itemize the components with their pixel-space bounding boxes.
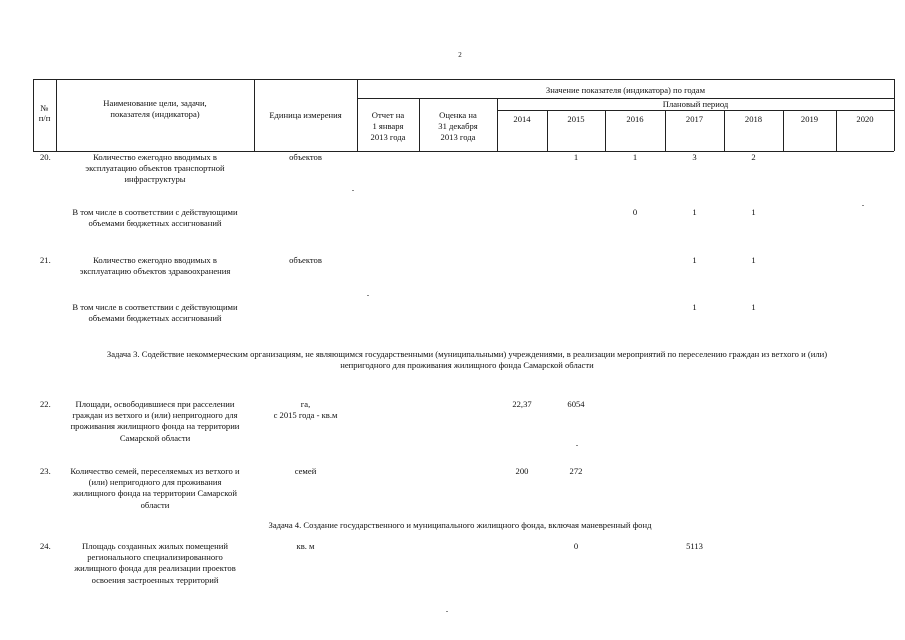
value-2015: 1: [573, 152, 579, 162]
scan-speck: [576, 445, 578, 446]
row-number: 20.: [40, 152, 51, 162]
row-name: Количество ежегодно вводимых в эксплуатацию объектов транспортной инфраструктуры: [85, 152, 225, 185]
value-2014: 22,37: [512, 399, 532, 409]
header-values-group: Значение показателя (индикатора) по годам: [545, 85, 706, 95]
value-2017: 3: [692, 152, 697, 162]
value-2015: 272: [569, 466, 583, 476]
year-2014: 2014: [513, 114, 531, 124]
header-name: Наименование цели, задачи, показателя (индикатора): [103, 98, 207, 119]
header-unit: Единица измерения: [269, 110, 342, 120]
scan-speck: [862, 205, 864, 206]
task-4-heading: Задача 4. Создание государственного и муниципального жилищного фонда, включая маневренный фонд: [268, 520, 652, 530]
scan-speck: [352, 190, 354, 191]
value-2017: 1: [692, 302, 697, 312]
row-unit: объектов: [289, 152, 322, 162]
year-2015: 2015: [567, 114, 585, 124]
value-2018: 1: [751, 302, 756, 312]
row-name: Количество ежегодно вводимых в эксплуатацию объектов здравоохранения: [79, 255, 231, 277]
value-2014: 200: [515, 466, 529, 476]
value-2018: 1: [751, 255, 756, 265]
year-2018: 2018: [744, 114, 763, 124]
row-unit: га, с 2015 года - кв.м: [273, 399, 338, 421]
row-unit: семей: [294, 466, 317, 476]
year-2016: 2016: [626, 114, 644, 124]
row-number: 23.: [40, 466, 51, 476]
row-unit: объектов: [289, 255, 322, 265]
scan-speck: [367, 295, 369, 296]
row-name: В том числе в соответствии с действующими объемами бюджетных ассигнований: [72, 302, 238, 324]
page-number: 2: [458, 51, 462, 59]
row-unit: кв. м: [296, 541, 315, 551]
value-2017: 1: [692, 207, 697, 217]
scan-speck: [446, 611, 448, 612]
value-2015: 0: [573, 541, 579, 551]
value-2016: 0: [632, 207, 638, 217]
value-2017: 1: [692, 255, 697, 265]
value-2018: 2: [751, 152, 756, 162]
task-3-heading: Задача 3. Содействие некоммерческим организациям, не являющимся государственными (муниципальными) учреждениями, в реализации мероприятий по переселению граждан из ветхого и (или) непригодного для проживания жилищного фонда Самарской области: [106, 349, 828, 371]
year-2020: 2020: [856, 114, 874, 124]
value-2015: 6054: [567, 399, 585, 409]
row-name: Количество семей, переселяемых из ветхого и (или) непригодного для проживания жилищного фонда на территории Самарской области: [70, 466, 240, 510]
value-2018: 1: [751, 207, 756, 217]
value-2017: 5113: [686, 541, 703, 551]
row-number: 24.: [40, 541, 51, 551]
header-plan-group: Плановый период: [662, 99, 729, 109]
row-name: Площадь созданных жилых помещений регионального специализированного жилищного фонда для реализации проектов освоения застроенных территорий: [74, 541, 236, 585]
year-2017: 2017: [685, 114, 704, 124]
row-number: 21.: [40, 255, 51, 265]
header-num: № п/п: [38, 103, 51, 123]
year-2019: 2019: [800, 114, 819, 124]
header-report: Отчет на 1 января 2013 года: [370, 110, 406, 142]
row-name: Площади, освободившиеся при расселении граждан из ветхого и (или) непригодного для проживания жилищного фонда на территории Самарской области: [70, 399, 240, 443]
header-estimate: Оценка на 31 декабря 2013 года: [438, 110, 478, 142]
row-name: В том числе в соответствии с действующими объемами бюджетных ассигнований: [72, 207, 238, 229]
row-number: 22.: [40, 399, 51, 409]
value-2016: 1: [632, 152, 638, 162]
